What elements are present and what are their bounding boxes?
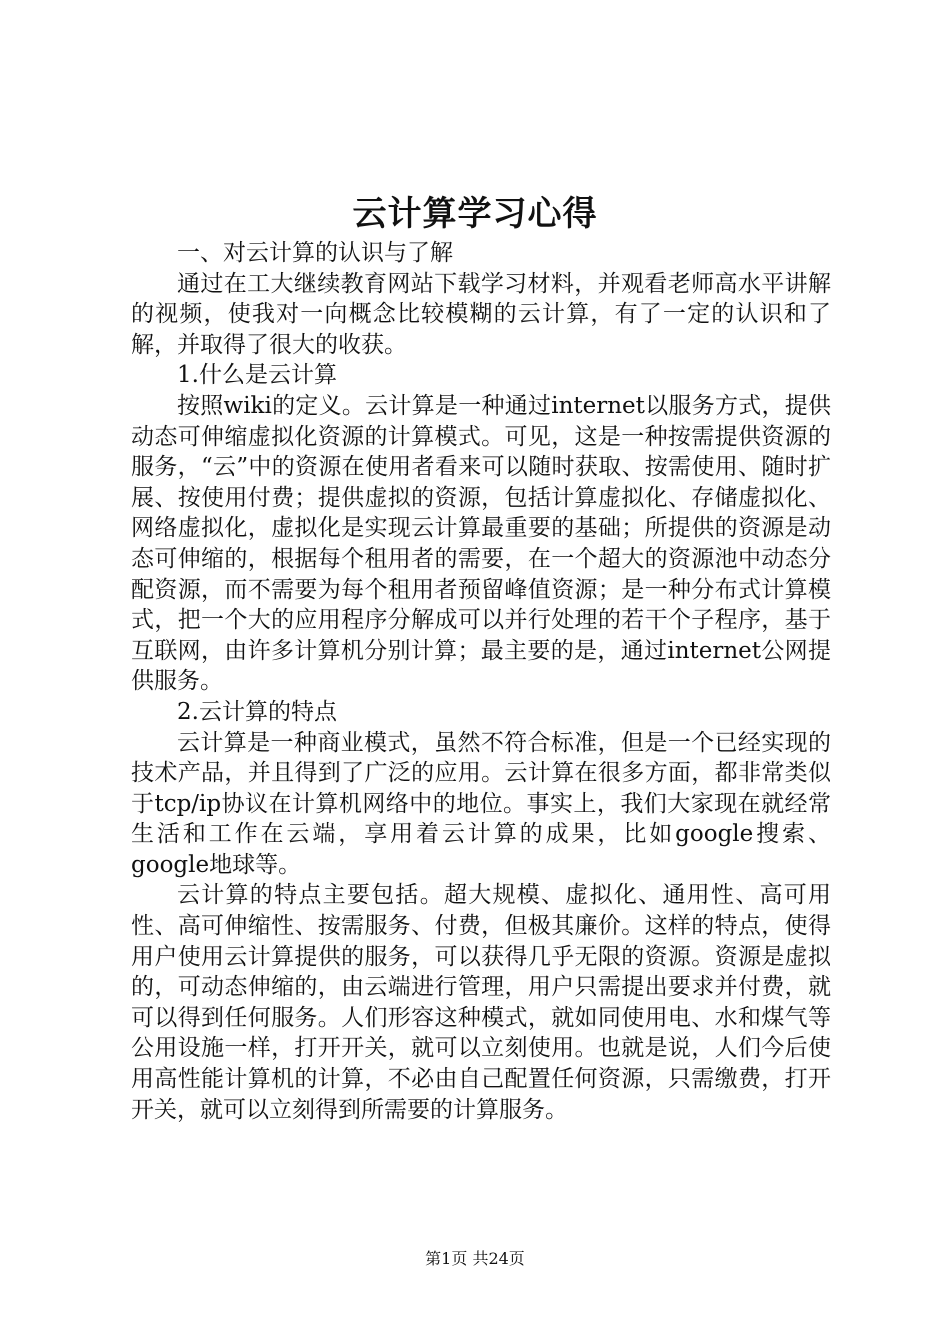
paragraph-business-model: 云计算是一种商业模式，虽然不符合标准，但是一个已经实现的技术产品，并且得到了广泛的应用。云计算在很多方面，都非常类似于tcp/ip协议在计算机网络中的地位。事实上，我们大家现在就经常生活和工作在云端，享用着云计算的成果，比如google搜索、google地球等。 [131, 729, 831, 878]
document-body [131, 238, 831, 1125]
page-footer: 第1页 共24页 [425, 1249, 525, 1268]
paragraph-features: 云计算的特点主要包括。超大规模、虚拟化、通用性、高可用性、高可伸缩性、按需服务、付费，但极其廉价。这样的特点，使得用户使用云计算提供的服务，可以获得几乎无限的资源。资源是虚拟的，可动态伸缩的，由云端进行管理，用户只需提出要求并付费，就可以得到任何服务。人们形容这种模式，就如同使用电、水和煤气等公用设施一样，打开开关，就可以立刻使用。也就是说，人们今后使用高性能计算机的计算，不必由自己配置任何资源，只需缴费，打开开关，就可以立刻得到所需要的计算服务。 [131, 882, 831, 1123]
paragraph-intro: 通过在工大继续教育网站下载学习材料，并观看老师高水平讲解的视频，使我对一向概念比较模糊的云计算，有了一定的认识和了解，并取得了很大的收获。 [131, 270, 831, 358]
paragraph-definition: 按照wiki的定义。云计算是一种通过internet以服务方式，提供动态可伸缩虚拟化资源的计算模式。可见，这是一种按需提供资源的服务，“云”中的资源在使用者看来可以随时获取、按需使用、随时扩展、按使用付费；提供虚拟的资源，包括计算虚拟化、存储虚拟化、网络虚拟化，虚拟化是实现云计算最重要的基础；所提供的资源是动态可伸缩的，根据每个租用者的需要，在一个超大的资源池中动态分配资源，而不需要为每个租用者预留峰值资源；是一种分布式计算模式，把一个大的应用程序分解成可以并行处理的若干个子程序，基于互联网，由许多计算机分别计算；最主要的是，通过internet公网提供服务。 [131, 392, 831, 695]
subsection-heading-1: 1.什么是云计算 [177, 362, 337, 389]
subsection-heading-2: 2.云计算的特点 [177, 698, 337, 725]
document-title: 云计算学习心得 [352, 194, 598, 234]
section-heading-1: 一、对云计算的认识与了解 [177, 240, 453, 266]
